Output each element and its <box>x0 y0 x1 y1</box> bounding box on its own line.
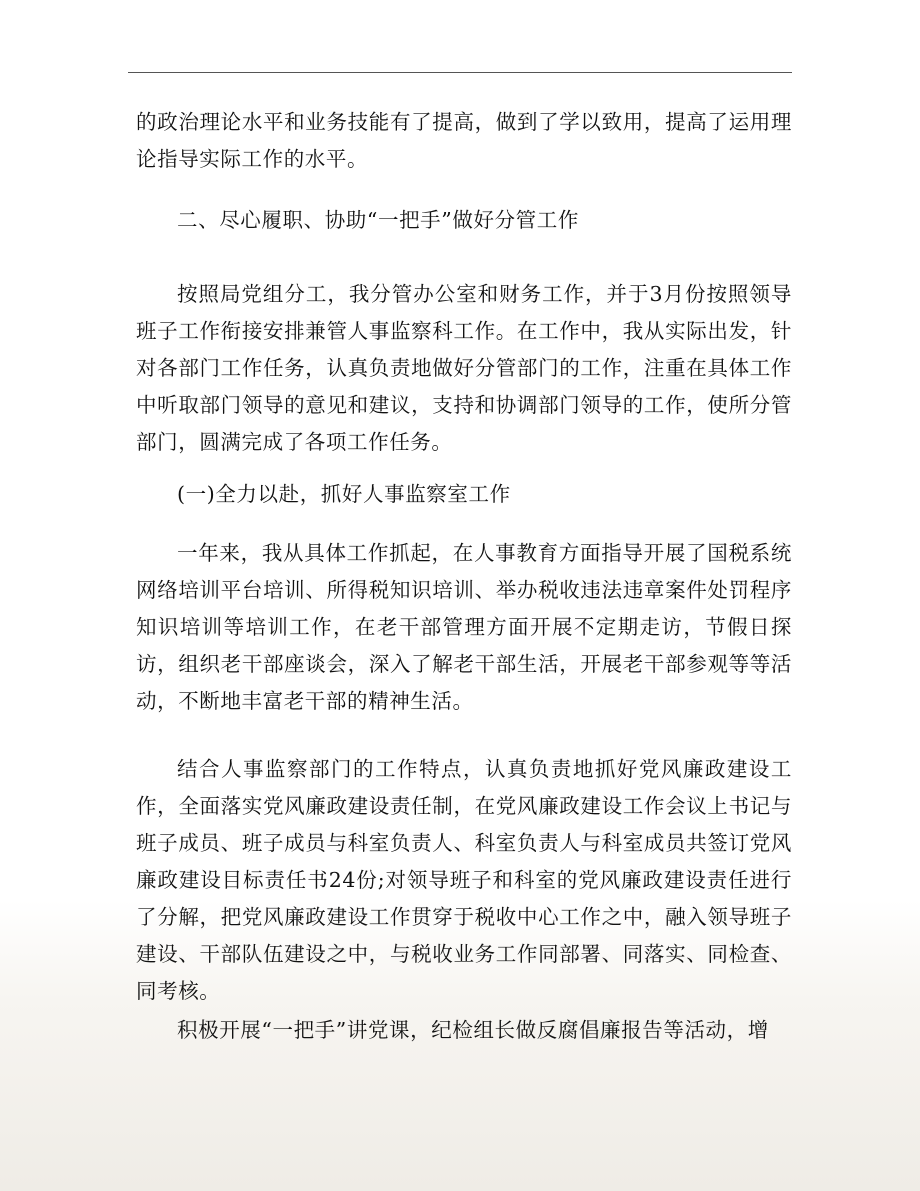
paragraph-4: 积极开展“一把手”讲党课，纪检组长做反腐倡廉报告等活动，增 <box>177 1018 769 1042</box>
paragraph-1: 按照局党组分工，我分管办公室和财务工作，并于3月份按照领导班子工作衔接安排兼管人事监察科工作。在工作中，我从实际出发，针对各部门工作任务，认真负责地做好分管部门的工作，注重在具体工作中听取部门领导的意见和建议，支持和协调部门领导的工作，使所分管部门，圆满完成了各项工作任务。 <box>136 282 792 454</box>
paragraph-2: 一年来，我从具体工作抓起，在人事教育方面指导开展了国税系统网络培训平台培训、所得税知识培训、举办税收违法违章案件处罚程序知识培训等培训工作，在老干部管理方面开展不定期走访，节假日探访，组织老干部座谈会，深入了解老干部生活，开展老干部参观等等活动，不断地丰富老干部的精神生活。 <box>136 541 792 713</box>
paragraph-3: 结合人事监察部门的工作特点，认真负责地抓好党风廉政建设工作，全面落实党风廉政建设责任制，在党风廉政建设工作会议上书记与班子成员、班子成员与科室负责人、科室负责人与科室成员共签订党风廉政建设目标责任书24份;对领导班子和科室的党风廉政建设责任进行了分解，把党风廉政建设工作贯穿于税收中心工作之中，融入领导班子建设、干部队伍建设之中，与税收业务工作同部署、同落实、同检查、同考核。 <box>136 757 792 1003</box>
section-heading: 二、尽心履职、协助“一把手”做好分管工作 <box>177 208 579 232</box>
continuation-paragraph: 的政治理论水平和业务技能有了提高，做到了学以致用，提高了运用理论指导实际工作的水平。 <box>136 110 792 171</box>
header-rule <box>128 72 792 73</box>
subsection-heading: (一)全力以赴，抓好人事监察室工作 <box>177 482 511 506</box>
